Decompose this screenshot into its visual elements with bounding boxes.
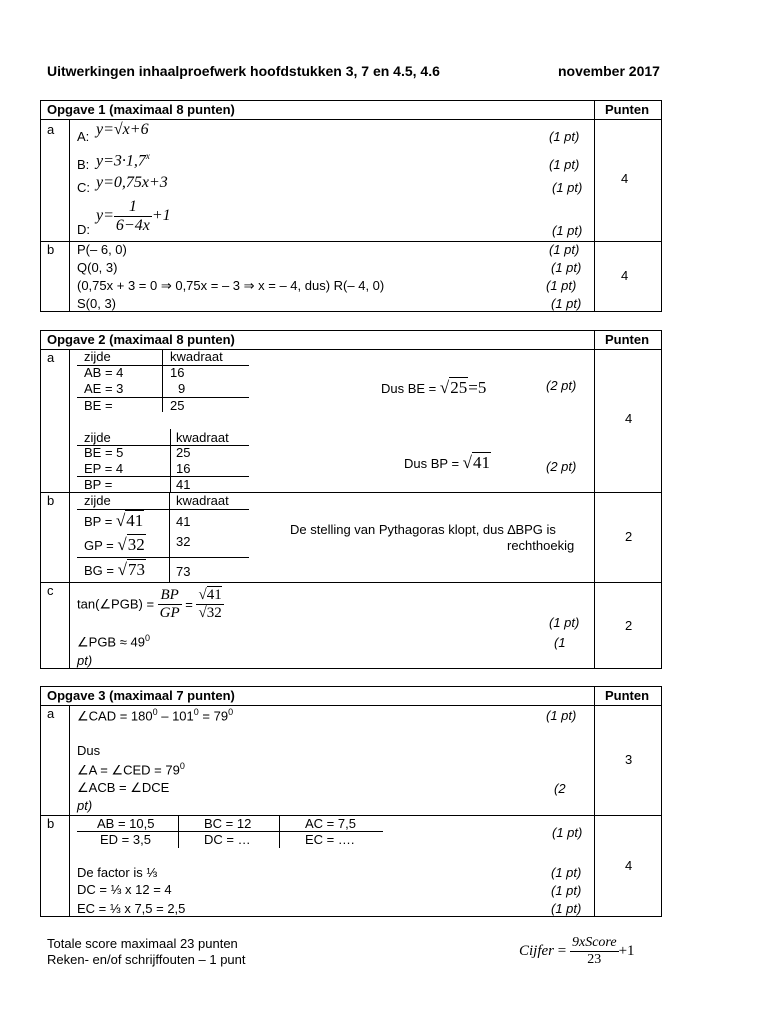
opgave2-c-pt-2b: pt) bbox=[77, 653, 93, 668]
opgave3-b-c1r1: AB = 10,5 bbox=[97, 816, 155, 831]
conc1-text: Dus BE = bbox=[381, 381, 440, 396]
opgave2-a-t2-r2a: EP = 4 bbox=[84, 461, 124, 476]
opgave3-b-c3r2: EC = …. bbox=[305, 832, 355, 847]
cad-part1: ∠CAD = 180 bbox=[77, 708, 153, 724]
cijfer-numerator: 9xScore bbox=[571, 935, 617, 950]
tan-label: tan(∠PGB) = bbox=[77, 596, 158, 612]
footer-errors: Reken- en/of schrijffouten – 1 punt bbox=[47, 952, 246, 967]
B-formula-base: y=3·1,7 bbox=[96, 152, 146, 170]
opgave3-b-pt-3: (1 pt) bbox=[551, 901, 582, 916]
opgave1-b-punten: 4 bbox=[621, 268, 629, 283]
opgave1-b-pt-1: (1 pt) bbox=[549, 242, 580, 257]
r1-radicand: 41 bbox=[126, 511, 144, 530]
opgave2-b-r2b: 32 bbox=[176, 534, 191, 549]
opgave2-a-label: a bbox=[47, 350, 55, 365]
opgave1-a-punten: 4 bbox=[621, 171, 629, 186]
opgave2-a-t1-h2: kwadraat bbox=[170, 349, 223, 364]
opgave2-a-t1-r2a: AE = 3 bbox=[84, 381, 124, 396]
opgave2-a-punten: 4 bbox=[625, 411, 633, 426]
opgave1-punten-header: Punten bbox=[605, 102, 650, 117]
opgave3-b-line-2: DC = ⅓ x 12 = 4 bbox=[77, 882, 172, 897]
opgave2-a-t2-r2b: 16 bbox=[176, 461, 191, 476]
document-date: november 2017 bbox=[558, 63, 660, 79]
opgave3-punten-header: Punten bbox=[605, 688, 650, 703]
opgave1-a-C-formula: y=0,75x+3 bbox=[96, 174, 168, 191]
opgave2-a-pt-1: (2 pt) bbox=[546, 378, 577, 393]
opgave1-table bbox=[40, 100, 662, 312]
opgave2-title: Opgave 2 (maximaal 8 punten) bbox=[47, 332, 235, 347]
a-ced-deg: 0 bbox=[179, 761, 185, 771]
opgave2-b-r3a: BG = √73 bbox=[84, 560, 145, 579]
opgave2-a-t2-r1a: BE = 5 bbox=[84, 445, 124, 460]
opgave1-a-D-formula bbox=[96, 198, 171, 235]
opgave2-b-r2a: GP = √32 bbox=[84, 535, 145, 554]
tan-eq: = bbox=[181, 597, 197, 612]
opgave2-a-t1-r2b: 9 bbox=[178, 381, 186, 396]
opgave1-a-B-formula bbox=[96, 151, 150, 170]
opgave3-b-punten: 4 bbox=[625, 858, 633, 873]
cad-part3: = 79 bbox=[198, 708, 229, 724]
opgave2-punten-header: Punten bbox=[605, 332, 650, 347]
D-denominator: 6−4x bbox=[115, 217, 150, 234]
conc1-tail: =5 bbox=[468, 378, 487, 397]
opgave2-a-t1-r1a: AB = 4 bbox=[84, 365, 124, 380]
r2a-text: GP = bbox=[84, 538, 118, 553]
opgave3-a-pt-1: (1 pt) bbox=[546, 708, 577, 723]
cad-deg3: 0 bbox=[228, 707, 234, 717]
opgave3-a-line-3: ∠ACB = ∠DCE bbox=[77, 780, 170, 795]
opgave2-c-angle-line bbox=[77, 633, 150, 650]
opgave3-b-c2r2: DC = … bbox=[204, 832, 251, 847]
opgave1-b-line-4: S(0, 3) bbox=[77, 296, 117, 311]
angle-text: ∠PGB ≈ 49 bbox=[77, 634, 145, 650]
opgave2-b-text-2: rechthoekig bbox=[507, 538, 575, 553]
opgave1-a-B-label: B: bbox=[77, 157, 90, 172]
opgave2-c-label: c bbox=[47, 583, 54, 598]
footer-total-score: Totale score maximaal 23 punten bbox=[47, 936, 238, 951]
r2-radicand: 32 bbox=[127, 535, 145, 554]
opgave3-b-line-1: De factor is ⅓ bbox=[77, 865, 158, 880]
opgave2-b-h2: kwadraat bbox=[176, 493, 229, 508]
a-ced-text: ∠A = ∠CED = 79 bbox=[77, 762, 180, 778]
opgave2-b-label: b bbox=[47, 493, 55, 508]
opgave3-b-label: b bbox=[47, 816, 55, 831]
opgave2-a-t2-h2: kwadraat bbox=[176, 430, 229, 445]
cad-part2: – 101 bbox=[157, 708, 194, 724]
opgave2-a-t1-r1b: 16 bbox=[170, 365, 185, 380]
opgave3-b-pt-2: (1 pt) bbox=[551, 883, 582, 898]
cijfer-plus: +1 bbox=[618, 943, 635, 959]
opgave2-b-r3b: 73 bbox=[176, 564, 191, 579]
opgave2-c-tan-line: tan(∠PGB) = $\frac{BP}{GP}$ = $\frac{√41}{√32}$ bbox=[77, 587, 222, 621]
opgave3-a-dus: Dus bbox=[77, 743, 101, 758]
cijfer-eq: = bbox=[554, 943, 570, 959]
opgave1-b-line-3: (0,75x + 3 = 0 ⇒ 0,75x = – 3 ⇒ x = – 4, dus) R(– 4, 0) bbox=[77, 278, 385, 293]
tan-rad-denominator: 32 bbox=[206, 605, 222, 621]
cad-deg1: 0 bbox=[152, 707, 158, 717]
opgave1-a-label: a bbox=[47, 122, 55, 137]
opgave1-a-D-label: D: bbox=[77, 222, 90, 237]
opgave1-a-A-label: A: bbox=[77, 129, 90, 144]
conc2-radicand: 41 bbox=[473, 453, 490, 472]
opgave1-b-pt-3: (1 pt) bbox=[546, 278, 577, 293]
cad-deg2: 0 bbox=[193, 707, 199, 717]
opgave1-a-pt-A: (1 pt) bbox=[549, 129, 580, 144]
opgave2-a-t2-h1: zijde bbox=[84, 430, 111, 445]
r3a-text: BG = bbox=[84, 563, 118, 578]
cijfer-label: Cijfer bbox=[519, 943, 555, 959]
opgave2-b-punten: 2 bbox=[625, 529, 633, 544]
D-plus: +1 bbox=[151, 207, 171, 225]
tan-frac-denominator: GP bbox=[159, 605, 180, 621]
opgave2-a-pt-2: (2 pt) bbox=[546, 459, 577, 474]
opgave1-b-pt-4: (1 pt) bbox=[551, 296, 582, 311]
opgave3-b-pt-0: (1 pt) bbox=[552, 825, 583, 840]
opgave2-c-punten: 2 bbox=[625, 618, 633, 633]
opgave2-a-conclusion-1: Dus BE = √25=5 bbox=[381, 378, 487, 397]
opgave3-b-line-3: EC = ⅓ x 7,5 = 2,5 bbox=[77, 901, 186, 916]
opgave2-b-r1b: 41 bbox=[176, 514, 191, 529]
opgave1-b-pt-2: (1 pt) bbox=[551, 260, 582, 275]
opgave2-a-t1-r3b: 25 bbox=[170, 398, 185, 413]
opgave3-title: Opgave 3 (maximaal 7 punten) bbox=[47, 688, 235, 703]
opgave3-b-c1r2: ED = 3,5 bbox=[100, 832, 151, 847]
opgave2-a-t2-r1b: 25 bbox=[176, 445, 191, 460]
footer-cijfer-formula bbox=[519, 935, 635, 968]
opgave2-a-conclusion-2: Dus BP = √41 bbox=[404, 453, 490, 472]
opgave1-b-line-2: Q(0, 3) bbox=[77, 260, 118, 275]
B-formula-exponent: x bbox=[145, 151, 150, 161]
opgave2-a-t2-r3a: BP = bbox=[84, 477, 113, 492]
cijfer-denominator: 23 bbox=[587, 952, 602, 967]
tan-frac-numerator: BP bbox=[158, 587, 182, 605]
conc1-radicand: 25 bbox=[450, 378, 468, 397]
opgave1-a-pt-C: (1 pt) bbox=[552, 180, 583, 195]
opgave2-c-pt-2a: (1 bbox=[554, 635, 566, 650]
opgave3-a-punten: 3 bbox=[625, 752, 633, 767]
opgave2-a-t2-r3b: 41 bbox=[176, 477, 191, 492]
opgave3-a-pt-2b: pt) bbox=[77, 798, 93, 813]
D-numerator: 1 bbox=[114, 198, 152, 217]
r1a-text: BP = bbox=[84, 514, 116, 529]
opgave1-a-C-label: C: bbox=[77, 180, 90, 195]
opgave1-title: Opgave 1 (maximaal 8 punten) bbox=[47, 102, 235, 117]
opgave2-c-pt-1: (1 pt) bbox=[549, 615, 580, 630]
opgave2-a-t1-h1: zijde bbox=[84, 349, 111, 364]
opgave3-b-c3r1: AC = 7,5 bbox=[305, 816, 356, 831]
angle-degree: 0 bbox=[144, 633, 150, 643]
opgave2-table bbox=[40, 330, 662, 669]
opgave1-b-label: b bbox=[47, 242, 55, 257]
opgave1-a-pt-B: (1 pt) bbox=[549, 157, 580, 172]
tan-rad-numerator: 41 bbox=[206, 587, 222, 603]
opgave3-a-line-2 bbox=[77, 761, 185, 778]
opgave1-a-pt-D: (1 pt) bbox=[552, 223, 583, 238]
conc2-text: Dus BP = bbox=[404, 456, 463, 471]
opgave2-a-t1-r3a: BE = bbox=[84, 398, 113, 413]
opgave3-a-line-1 bbox=[77, 707, 233, 724]
opgave2-b-r1a: BP = √41 bbox=[84, 511, 144, 530]
opgave1-a-A-formula: y=√x+6 bbox=[96, 121, 149, 138]
opgave3-table bbox=[40, 686, 662, 917]
opgave3-b-c2r1: BC = 12 bbox=[204, 816, 252, 831]
document-title: Uitwerkingen inhaalproefwerk hoofdstukken 3, 7 en 4.5, 4.6 bbox=[47, 63, 440, 79]
opgave3-a-label: a bbox=[47, 706, 55, 721]
opgave3-a-pt-2a: (2 bbox=[554, 781, 566, 796]
opgave2-b-text-1: De stelling van Pythagoras klopt, dus ∆BPG is bbox=[290, 522, 556, 537]
opgave2-b-h1: zijde bbox=[84, 493, 111, 508]
D-y: y= bbox=[96, 207, 114, 225]
r3-radicand: 73 bbox=[127, 560, 145, 579]
opgave3-b-pt-1: (1 pt) bbox=[551, 865, 582, 880]
opgave1-b-line-1: P(– 6, 0) bbox=[77, 242, 127, 257]
